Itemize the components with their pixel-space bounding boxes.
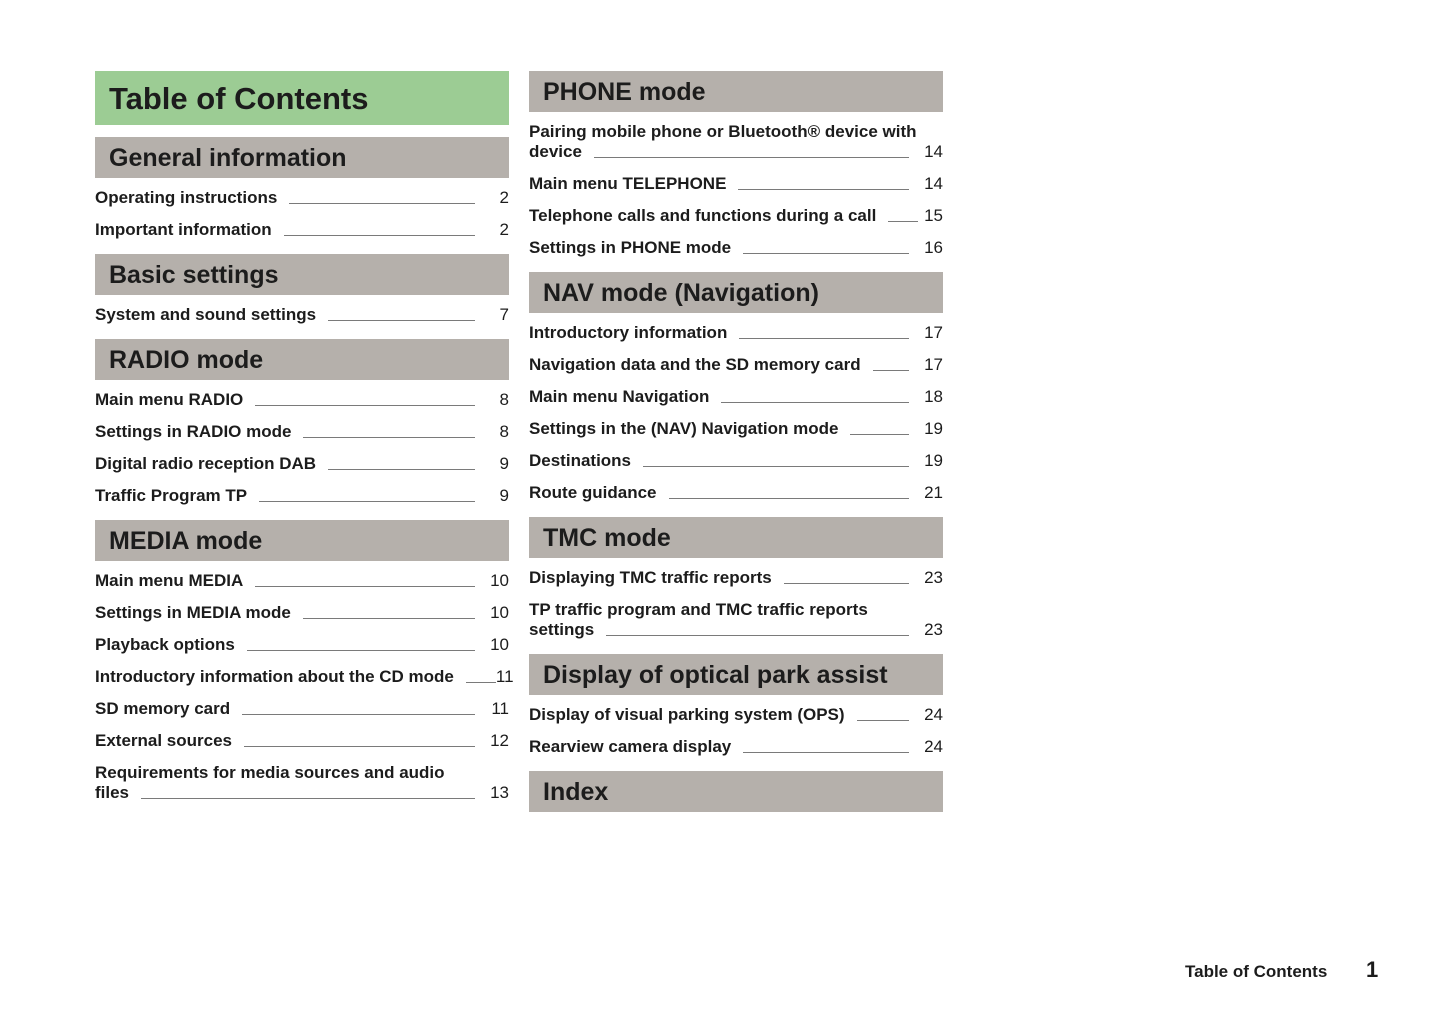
toc-entry-page: 21 (924, 483, 943, 502)
toc-entry-page: 10 (490, 603, 509, 622)
toc-entry-page: 18 (924, 387, 943, 406)
toc-entry-page: 15 (924, 206, 943, 225)
toc-entry-text (529, 122, 943, 162)
dot-leader (643, 466, 909, 467)
toc-entry-title-cont: device (529, 142, 582, 161)
toc-entry[interactable] (95, 182, 509, 214)
dot-leader (721, 402, 909, 403)
toc-entry[interactable] (529, 445, 943, 477)
toc-entry-page: 2 (499, 220, 509, 239)
dot-leader (738, 189, 909, 190)
toc-entry[interactable] (529, 349, 943, 381)
toc-entry[interactable] (529, 699, 943, 731)
toc-entry[interactable] (529, 317, 943, 349)
toc-entry-line2 (529, 142, 943, 162)
toc-entry-title: Traffic Program TP (95, 486, 248, 505)
dot-leader (466, 682, 496, 683)
toc-entry-page: 24 (924, 737, 943, 756)
toc-entry[interactable] (95, 214, 509, 246)
toc-entry-title: SD memory card (95, 699, 231, 718)
toc-entry-page: 10 (490, 635, 509, 654)
toc-entry-title: Playback options (95, 635, 235, 654)
toc-entry[interactable] (95, 480, 509, 512)
toc-entry-title: Settings in MEDIA mode (95, 603, 291, 622)
section-header: Display of optical park assist (529, 654, 943, 695)
toc-entry-title: Route guidance (529, 483, 657, 502)
page-title: Table of Contents (95, 71, 509, 125)
toc-entry-title: Main menu TELEPHONE (529, 174, 727, 193)
dot-leader (594, 157, 909, 158)
toc-entry[interactable] (95, 629, 509, 661)
section-header: Index (529, 771, 943, 812)
dot-leader (255, 586, 475, 587)
dot-leader (328, 320, 475, 321)
dot-leader (850, 434, 909, 435)
toc-entry-page: 17 (924, 323, 943, 342)
toc-entry-title: External sources (95, 731, 233, 750)
toc-entry-title: Main menu Navigation (529, 387, 710, 406)
toc-entry-line2 (529, 620, 943, 640)
toc-entry-page: 23 (924, 568, 943, 587)
toc-entry-page: 9 (499, 454, 509, 473)
toc-entry-title: Settings in PHONE mode (529, 238, 732, 257)
footer-page-number: 1 (1366, 957, 1379, 982)
dot-leader (743, 752, 909, 753)
dot-leader (784, 583, 909, 584)
toc-entry-page: 8 (499, 390, 509, 409)
toc-entry-title: Requirements for media sources and audio (95, 763, 445, 782)
dot-leader (255, 405, 475, 406)
section-header: General information (95, 137, 509, 178)
toc-entry-title: Operating instructions (95, 188, 278, 207)
dot-leader (303, 618, 475, 619)
toc-entry-page: 14 (924, 174, 943, 193)
toc-entry-title: Pairing mobile phone or Bluetooth® device with (529, 122, 917, 141)
toc-column-right (529, 71, 943, 816)
dot-leader (242, 714, 475, 715)
toc-entry-title: Display of visual parking system (OPS) (529, 705, 845, 724)
toc-entry[interactable] (529, 381, 943, 413)
toc-entry[interactable] (95, 448, 509, 480)
toc-entry-title: Digital radio reception DAB (95, 454, 317, 473)
dot-leader (284, 235, 475, 236)
toc-entry-title: System and sound settings (95, 305, 317, 324)
toc-entry-page: 19 (924, 419, 943, 438)
toc-entry-title: Main menu RADIO (95, 390, 244, 409)
toc-entry-page: 9 (499, 486, 509, 505)
dot-leader (873, 370, 909, 371)
dot-leader (247, 650, 475, 651)
toc-entry-page: 16 (924, 238, 943, 257)
toc-entry-title: Displaying TMC traffic reports (529, 568, 772, 587)
toc-entry-title: Destinations (529, 451, 632, 470)
toc-entry-page: 14 (924, 142, 943, 161)
toc-entry-title: Important information (95, 220, 272, 239)
toc-entry[interactable] (529, 477, 943, 509)
section-header: Basic settings (95, 254, 509, 295)
toc-entry[interactable] (95, 725, 509, 757)
dot-leader (244, 746, 475, 747)
toc-entry-page: 13 (490, 783, 509, 802)
dot-leader (739, 338, 909, 339)
toc-entry-page: 19 (924, 451, 943, 470)
toc-entry-title: Navigation data and the SD memory card (529, 355, 861, 374)
toc-entry[interactable] (95, 693, 509, 725)
toc-entry-line2 (95, 783, 509, 803)
footer-section-title: Table of Contents (1185, 962, 1328, 981)
toc-entry-page: 17 (924, 355, 943, 374)
section-header: RADIO mode (95, 339, 509, 380)
toc-entry[interactable] (95, 384, 509, 416)
toc-entry-title-cont: files (95, 783, 130, 802)
toc-entry-page: 7 (499, 305, 509, 324)
toc-entry-title: Settings in the (NAV) Navigation mode (529, 419, 839, 438)
toc-entry[interactable] (529, 594, 943, 646)
toc-entry-title: Telephone calls and functions during a call (529, 206, 877, 225)
toc-entry-page: 24 (924, 705, 943, 724)
toc-entry-page: 2 (499, 188, 509, 207)
toc-entry[interactable] (95, 757, 509, 809)
toc-entry-title: TP traffic program and TMC traffic reports (529, 600, 868, 619)
dot-leader (328, 469, 475, 470)
toc-entry-title: Introductory information (529, 323, 728, 342)
toc-entry[interactable] (95, 299, 509, 331)
section-header: NAV mode (Navigation) (529, 272, 943, 313)
dot-leader (289, 203, 475, 204)
toc-entry[interactable] (529, 200, 943, 232)
toc-entry-page: 10 (490, 571, 509, 590)
section-header: MEDIA mode (95, 520, 509, 561)
toc-entry-title: Settings in RADIO mode (95, 422, 292, 441)
section-header: TMC mode (529, 517, 943, 558)
dot-leader (303, 437, 475, 438)
toc-entry[interactable] (529, 168, 943, 200)
section-header: PHONE mode (529, 71, 943, 112)
toc-entry-text (95, 763, 509, 803)
toc-entry[interactable] (95, 565, 509, 597)
toc-entry-text (529, 600, 943, 640)
toc-entry-title: Rearview camera display (529, 737, 732, 756)
toc-entry-page: 23 (924, 620, 943, 639)
toc-entry[interactable] (529, 116, 943, 168)
toc-entry[interactable] (529, 562, 943, 594)
dot-leader (606, 635, 909, 636)
toc-entry-page: 8 (499, 422, 509, 441)
dot-leader (669, 498, 909, 499)
toc-entry[interactable] (95, 661, 514, 693)
toc-entry[interactable] (529, 232, 943, 264)
toc-entry-title-cont: settings (529, 620, 595, 639)
toc-entry[interactable] (95, 597, 509, 629)
toc-entry[interactable] (95, 416, 509, 448)
toc-entry-page: 12 (490, 731, 509, 750)
toc-entry[interactable] (529, 413, 943, 445)
toc-entry-page: 11 (495, 667, 514, 686)
dot-leader (743, 253, 909, 254)
toc-entry-title: Main menu MEDIA (95, 571, 244, 590)
dot-leader (857, 720, 909, 721)
toc-entry-title: Introductory information about the CD mode (95, 667, 454, 686)
dot-leader (888, 221, 918, 222)
dot-leader (141, 798, 475, 799)
dot-leader (259, 501, 475, 502)
toc-column-left (95, 71, 514, 809)
toc-entry[interactable] (529, 731, 943, 763)
toc-entry-page: 11 (491, 699, 509, 718)
